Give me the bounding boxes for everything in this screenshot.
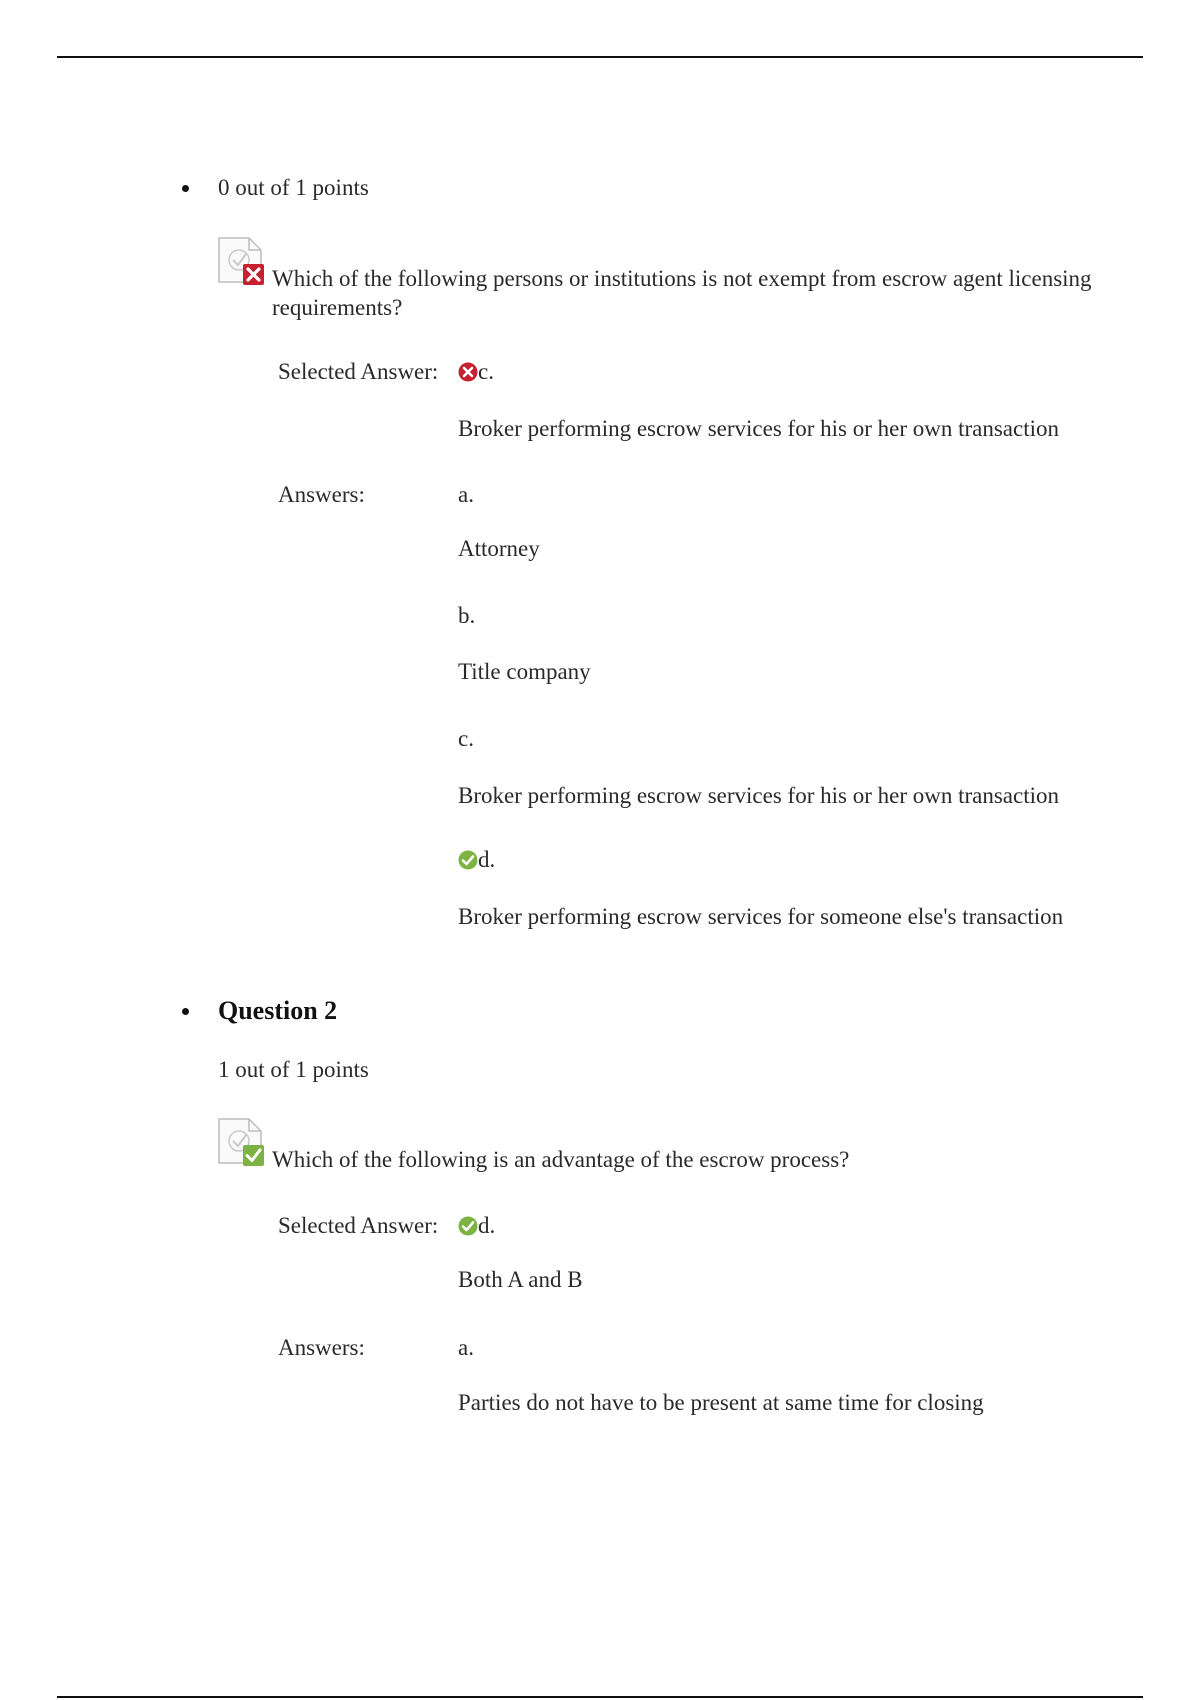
selected-answer-label: Selected Answer: <box>278 359 439 384</box>
selected-answer-text: Broker performing escrow services for his or her own transaction <box>458 416 1059 441</box>
selected-answer-letter: c. <box>478 359 494 384</box>
selected-answer-letter: d. <box>478 1213 496 1238</box>
selected-answer-text: Both A and B <box>458 1267 583 1292</box>
answer-option-text: Broker performing escrow services for someone else's transaction <box>458 904 1064 929</box>
incorrect-question-icon <box>217 236 265 286</box>
answers-label: Answers: <box>278 1335 365 1360</box>
bullet <box>182 185 189 192</box>
answer-option-text: Broker performing escrow services for his or her own transaction <box>458 783 1059 808</box>
selected-answer-label: Selected Answer: <box>278 1213 439 1238</box>
question2-points: 1 out of 1 points <box>218 1057 369 1082</box>
bullet <box>182 1008 189 1015</box>
answer-option-text: Attorney <box>458 536 540 561</box>
answer-option-letter: a. <box>458 482 474 507</box>
answer-option-letter: c. <box>458 726 474 751</box>
selected-answer <box>458 1212 495 1240</box>
incorrect-answer-icon <box>458 362 478 382</box>
footer-rule <box>57 1696 1143 1698</box>
correct-answer-icon <box>458 850 478 870</box>
answer-option-text: Parties do not have to be present at same time for closing <box>458 1390 984 1415</box>
answer-option-letter: a. <box>458 1335 474 1360</box>
correct-answer-option <box>458 846 495 874</box>
question1-points: 0 out of 1 points <box>218 175 369 200</box>
selected-answer <box>458 358 494 386</box>
header-rule <box>57 56 1143 58</box>
answers-label: Answers: <box>278 482 365 507</box>
correct-answer-icon <box>458 1216 478 1236</box>
answer-option-text: Title company <box>458 659 591 684</box>
correct-question-icon <box>217 1117 265 1167</box>
question2-text: Which of the following is an advantage of the escrow process? <box>272 1147 850 1172</box>
answer-option-letter: b. <box>458 603 476 628</box>
question2-title: Question 2 <box>218 996 338 1025</box>
question1-text: Which of the following persons or institutions is not exempt from escrow agent licensing requirements? <box>272 266 1092 320</box>
answer-option-letter: d. <box>478 847 496 872</box>
